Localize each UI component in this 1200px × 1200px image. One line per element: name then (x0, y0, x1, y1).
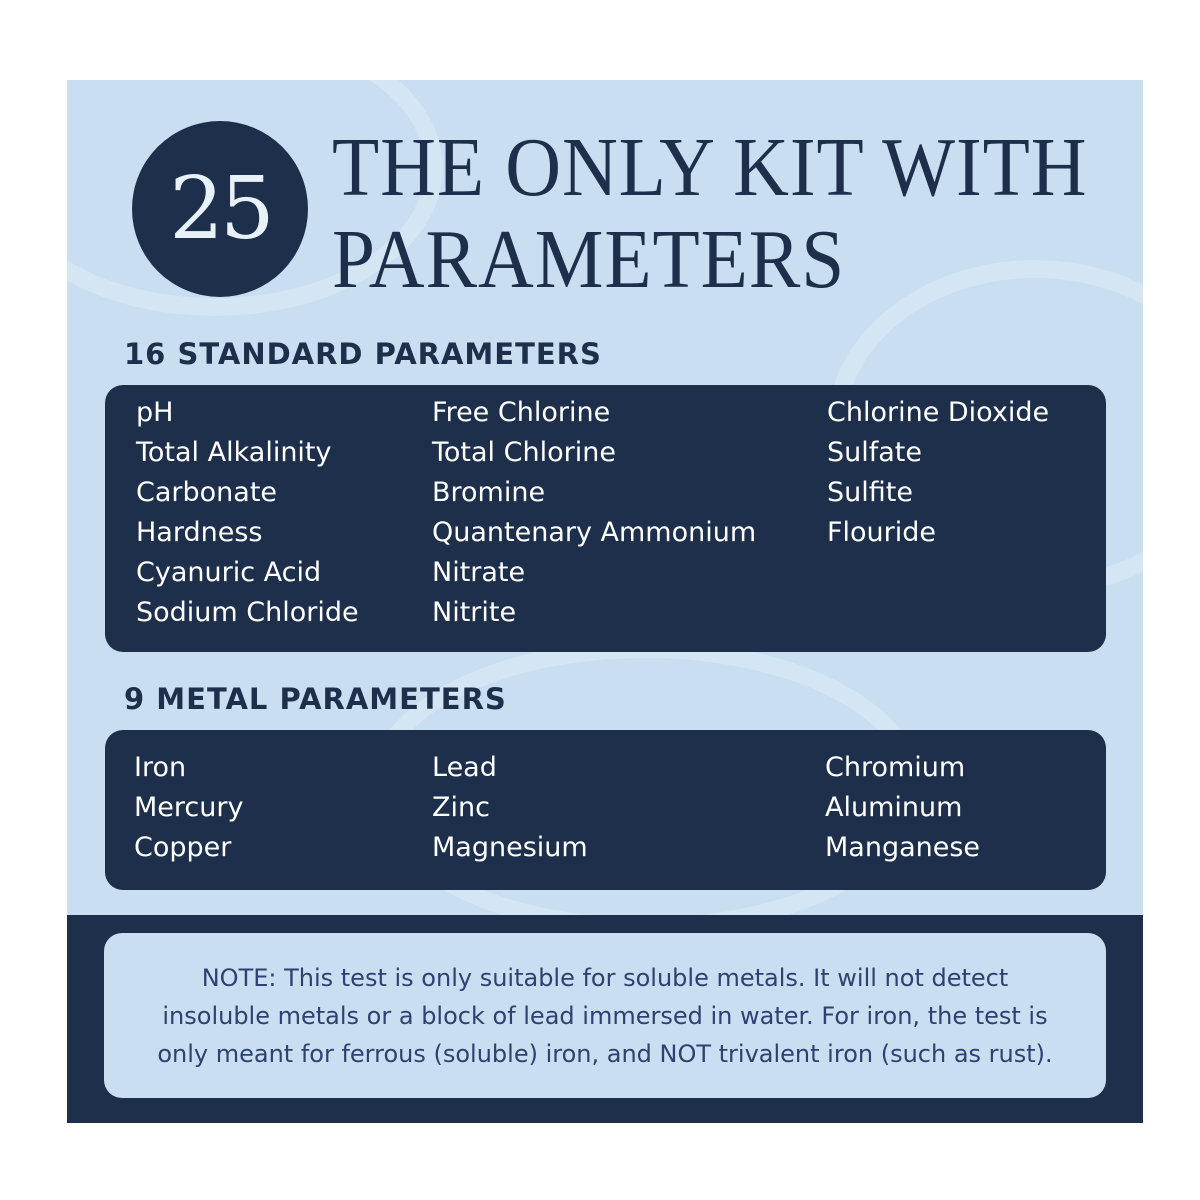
metal-parameter-item: Mercury (134, 792, 244, 823)
standard-parameter-item: Total Alkalinity (136, 437, 332, 468)
standard-parameter-item: Hardness (136, 517, 263, 548)
metal-parameters-heading: 9 METAL PARAMETERS (124, 682, 507, 716)
standard-parameter-item: Bromine (432, 477, 546, 508)
standard-parameter-item: Nitrate (432, 557, 526, 588)
standard-parameter-item: Total Chlorine (432, 437, 616, 468)
metal-parameters-box (105, 730, 1106, 890)
standard-parameter-item: Nitrite (432, 597, 517, 628)
badge-number: 25 (169, 159, 271, 259)
metal-parameter-item: Iron (134, 752, 187, 783)
standard-parameter-item: Quantenary Ammonium (432, 517, 757, 548)
note-line: only meant for ferrous (soluble) iron, and NOT trivalent iron (such as rust). (157, 1039, 1053, 1068)
metal-parameter-item: Magnesium (432, 832, 588, 863)
standard-parameters-box (105, 385, 1106, 652)
standard-parameter-item: Sulfite (827, 477, 913, 508)
title-line-2: PARAMETERS (332, 213, 846, 306)
standard-parameter-item: pH (136, 397, 174, 428)
standard-parameter-item: Carbonate (136, 477, 278, 508)
standard-parameter-item: Cyanuric Acid (136, 557, 322, 588)
metal-parameter-item: Zinc (432, 792, 490, 823)
standard-parameter-item: Sodium Chloride (136, 597, 359, 628)
note-line: insoluble metals or a block of lead immersed in water. For iron, the test is (162, 1001, 1048, 1030)
metal-parameter-item: Lead (432, 752, 497, 783)
note-box (104, 933, 1106, 1098)
standard-parameters-heading: 16 STANDARD PARAMETERS (124, 337, 602, 371)
standard-parameter-item: Flouride (827, 517, 937, 548)
metal-parameter-item: Chromium (825, 752, 966, 783)
note-line: NOTE: This test is only suitable for soluble metals. It will not detect (201, 963, 1009, 992)
standard-parameter-item: Sulfate (827, 437, 923, 468)
standard-parameter-item: Chlorine Dioxide (827, 397, 1050, 428)
metal-parameter-item: Manganese (825, 832, 981, 863)
title-line-1: THE ONLY KIT WITH (332, 121, 1088, 214)
metal-parameter-item: Copper (134, 832, 232, 863)
metal-parameter-item: Aluminum (825, 792, 963, 823)
parameter-count-badge (132, 121, 308, 297)
standard-parameter-item: Free Chlorine (432, 397, 611, 428)
